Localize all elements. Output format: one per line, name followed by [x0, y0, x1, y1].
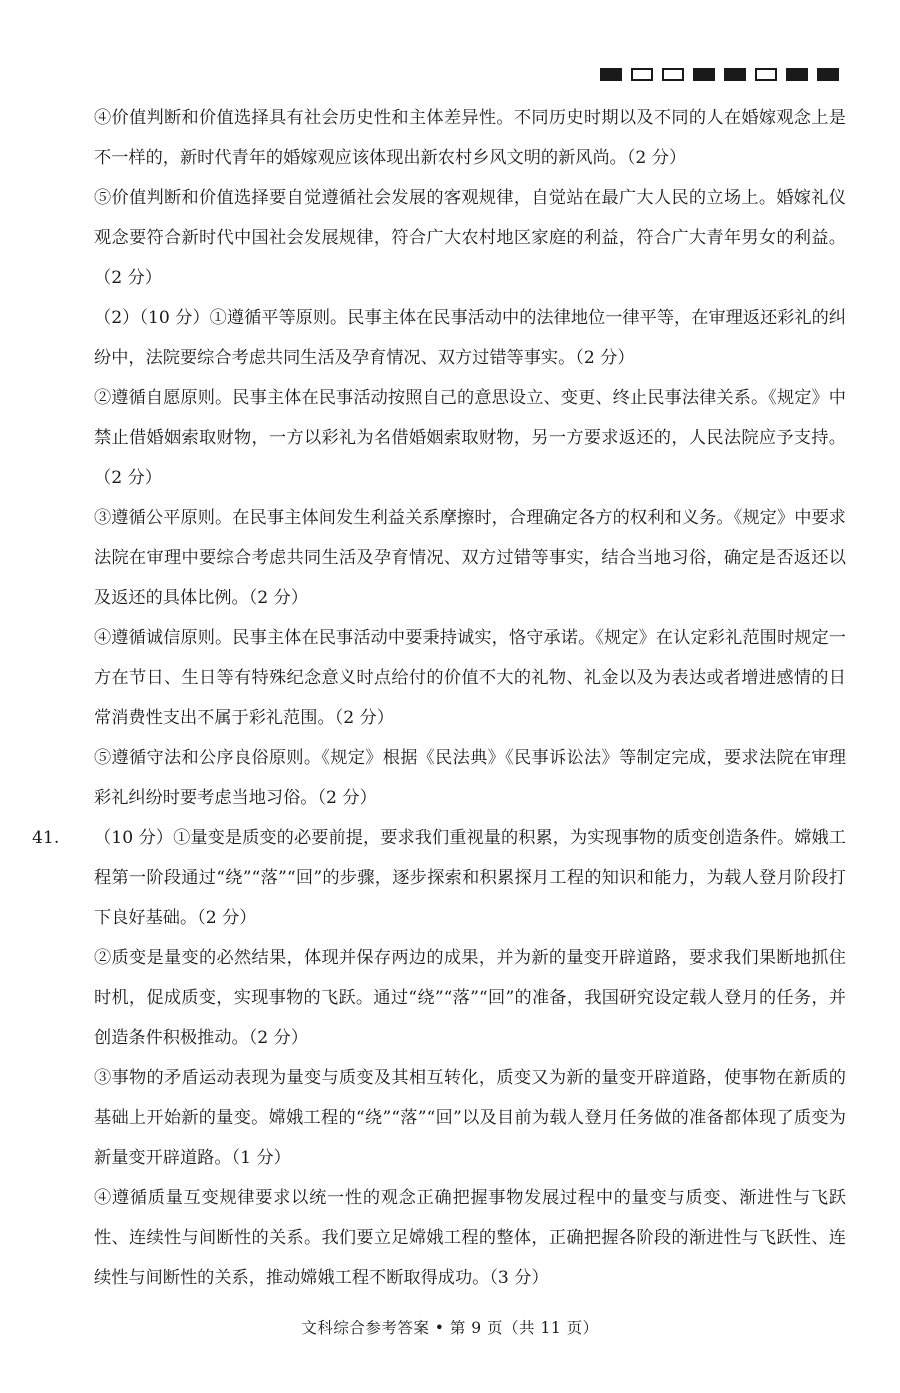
answer-part2-paragraph-5: ⑤遵循守法和公序良俗原则。《规定》根据《民法典》《民事诉讼法》等制定完成，要求法院在审理彩礼纠纷时要考虑当地习俗。（2 分）: [94, 748, 846, 808]
answer-paragraph-5: ⑤价值判断和价值选择要自觉遵循社会发展的客观规律，自觉站在最广大人民的立场上。婚嫁礼仪观念要符合新时代中国社会发展规律，符合广大农村地区家庭的利益，符合广大青年男女的利益。（2 分）: [94, 188, 846, 288]
answer-part2-paragraph-1: （2）（10 分）①遵循平等原则。民事主体在民事活动中的法律地位一律平等，在审理返还彩礼的纠纷中，法院要综合考虑共同生活及孕育情况、双方过错等事实。（2 分）: [94, 308, 846, 368]
answer-part2-paragraph-3: ③遵循公平原则。在民事主体间发生利益关系摩擦时，合理确定各方的权利和义务。《规定》中要求法院在审理中要综合考虑共同生活及孕育情况、双方过错等事实，结合当地习俗，确定是否返还以及返还的具体比例。（2 分）: [94, 508, 846, 608]
header-mark-7: [786, 68, 808, 81]
header-mark-8: [817, 68, 839, 81]
question-41-paragraph-4: ④遵循质量互变规律要求以统一性的观念正确把握事物发展过程中的量变与质变、渐进性与飞跃性、连续性与间断性的关系。我们要立足嫦娥工程的整体，正确把握各阶段的渐进性与飞跃性、连续性与间断性的关系，推动嫦娥工程不断取得成功。（3 分）: [94, 1188, 846, 1288]
answer-content: [32, 98, 846, 1298]
header-mark-3: [662, 68, 684, 81]
question-number: 41.: [32, 828, 60, 848]
header-mark-1: [600, 68, 622, 81]
answer-part2-paragraph-4: ④遵循诚信原则。民事主体在民事活动中要秉持诚实，恪守承诺。《规定》在认定彩礼范围时规定一方在节日、生日等有特殊纪念意义时点给付的价值不大的礼物、礼金以及为表达或者增进感情的日常消费性支出不属于彩礼范围。（2 分）: [94, 628, 846, 728]
answer-paragraph-4: ④价值判断和价值选择具有社会历史性和主体差异性。不同历史时期以及不同的人在婚嫁观念上是不一样的，新时代青年的婚嫁观应该体现出新农村乡风文明的新风尚。（2 分）: [94, 108, 846, 168]
header-mark-2: [631, 68, 653, 81]
question-41-paragraph-1: （10 分）①量变是质变的必要前提，要求我们重视量的积累，为实现事物的质变创造条件。嫦娥工程第一阶段通过“绕”“落”“回”的步骤，逐步探索和积累探月工程的知识和能力，为载人登月阶段打下良好基础。（2 分）: [94, 828, 846, 928]
question-41-paragraph-2: ②质变是量变的必然结果，体现并保存两边的成果，并为新的量变开辟道路，要求我们果断地抓住时机，促成质变，实现事物的飞跃。通过“绕”“落”“回”的准备，我国研究设定载人登月的任务，并创造条件积极推动。（2 分）: [94, 948, 846, 1048]
question-41: [32, 818, 846, 938]
header-mark-6: [755, 68, 777, 81]
page-footer: 文科综合参考答案 • 第 9 页（共 11 页）: [301, 1319, 599, 1337]
header-mark-5: [724, 68, 746, 81]
header-mark-4: [693, 68, 715, 81]
question-41-paragraph-3: ③事物的矛盾运动表现为量变与质变及其相互转化，质变又为新的量变开辟道路，使事物在新质的基础上开始新的量变。嫦娥工程的“绕”“落”“回”以及目前为载人登月任务做的准备都体现了质变为新量变开辟道路。（1 分）: [94, 1068, 846, 1168]
header-marks: [600, 68, 839, 81]
answer-part2-paragraph-2: ②遵循自愿原则。民事主体在民事活动按照自己的意思设立、变更、终止民事法律关系。《规定》中禁止借婚姻索取财物，一方以彩礼为名借婚姻索取财物，另一方要求返还的，人民法院应予支持。（2 分）: [94, 388, 846, 488]
